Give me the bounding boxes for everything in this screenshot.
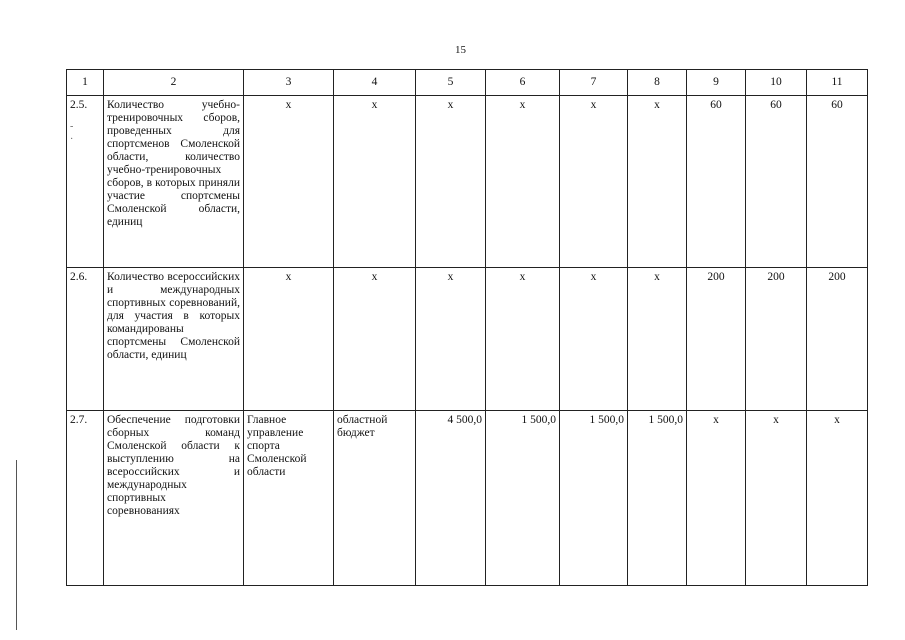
funding-source: областной бюджет [334, 411, 416, 586]
header-cell: 3 [244, 70, 334, 96]
cell-col8: x [628, 96, 687, 268]
row-description: Количество учебно-тренировочных сборов, проведенных для спортсменов Смоленской области, количество учебно-тренировочных сборов, в которых приняли участие спортсмены Смоленской области, единиц [104, 96, 244, 268]
header-cell: 11 [807, 70, 868, 96]
header-cell: 6 [486, 70, 560, 96]
cell-col10: 60 [746, 96, 807, 268]
row-number: 2.7. [67, 411, 104, 586]
header-cell: 8 [628, 70, 687, 96]
cell-col9: 60 [687, 96, 746, 268]
row-description: Обеспечение подготовки сборных команд Смоленской области к выступлению на всероссийских и международных спортивных соревнованиях [104, 411, 244, 586]
margin-line [16, 460, 17, 630]
cell-col5: 4 500,0 [416, 411, 486, 586]
table-row [67, 411, 868, 586]
header-cell: 10 [746, 70, 807, 96]
scan-mark: - · [70, 121, 74, 145]
cell-col7: 1 500,0 [560, 411, 628, 586]
header-cell: 4 [334, 70, 416, 96]
header-cell: 1 [67, 70, 104, 96]
cell-col5: x [416, 268, 486, 411]
row-number: 2.6. [67, 268, 104, 411]
row-number-cell [67, 96, 104, 268]
table-row [67, 268, 868, 411]
cell-col3: x [244, 96, 334, 268]
cell-col4: x [334, 268, 416, 411]
table-row [67, 96, 868, 268]
header-row [67, 70, 868, 96]
cell-col8: x [628, 268, 687, 411]
header-cell: 9 [687, 70, 746, 96]
header-cell: 7 [560, 70, 628, 96]
header-cell: 2 [104, 70, 244, 96]
responsible-executor: Главное управление спорта Смоленской области [244, 411, 334, 586]
cell-col6: 1 500,0 [486, 411, 560, 586]
cell-col11: 200 [807, 268, 868, 411]
cell-col7: x [560, 96, 628, 268]
page-number: 15 [455, 44, 466, 56]
cell-col3: x [244, 268, 334, 411]
program-table [66, 69, 868, 586]
cell-col11: 60 [807, 96, 868, 268]
cell-col4: x [334, 96, 416, 268]
cell-col8: 1 500,0 [628, 411, 687, 586]
row-number: 2.5. [70, 99, 88, 111]
cell-col9: x [687, 411, 746, 586]
cell-col6: x [486, 268, 560, 411]
cell-col10: 200 [746, 268, 807, 411]
row-description: Количество всероссийских и международных спортивных соревнований, для участия в которых командированы спортсмены Смоленской области, единиц [104, 268, 244, 411]
cell-col9: 200 [687, 268, 746, 411]
header-cell: 5 [416, 70, 486, 96]
cell-col5: x [416, 96, 486, 268]
cell-col6: x [486, 96, 560, 268]
cell-col7: x [560, 268, 628, 411]
cell-col11: x [807, 411, 868, 586]
cell-col10: x [746, 411, 807, 586]
